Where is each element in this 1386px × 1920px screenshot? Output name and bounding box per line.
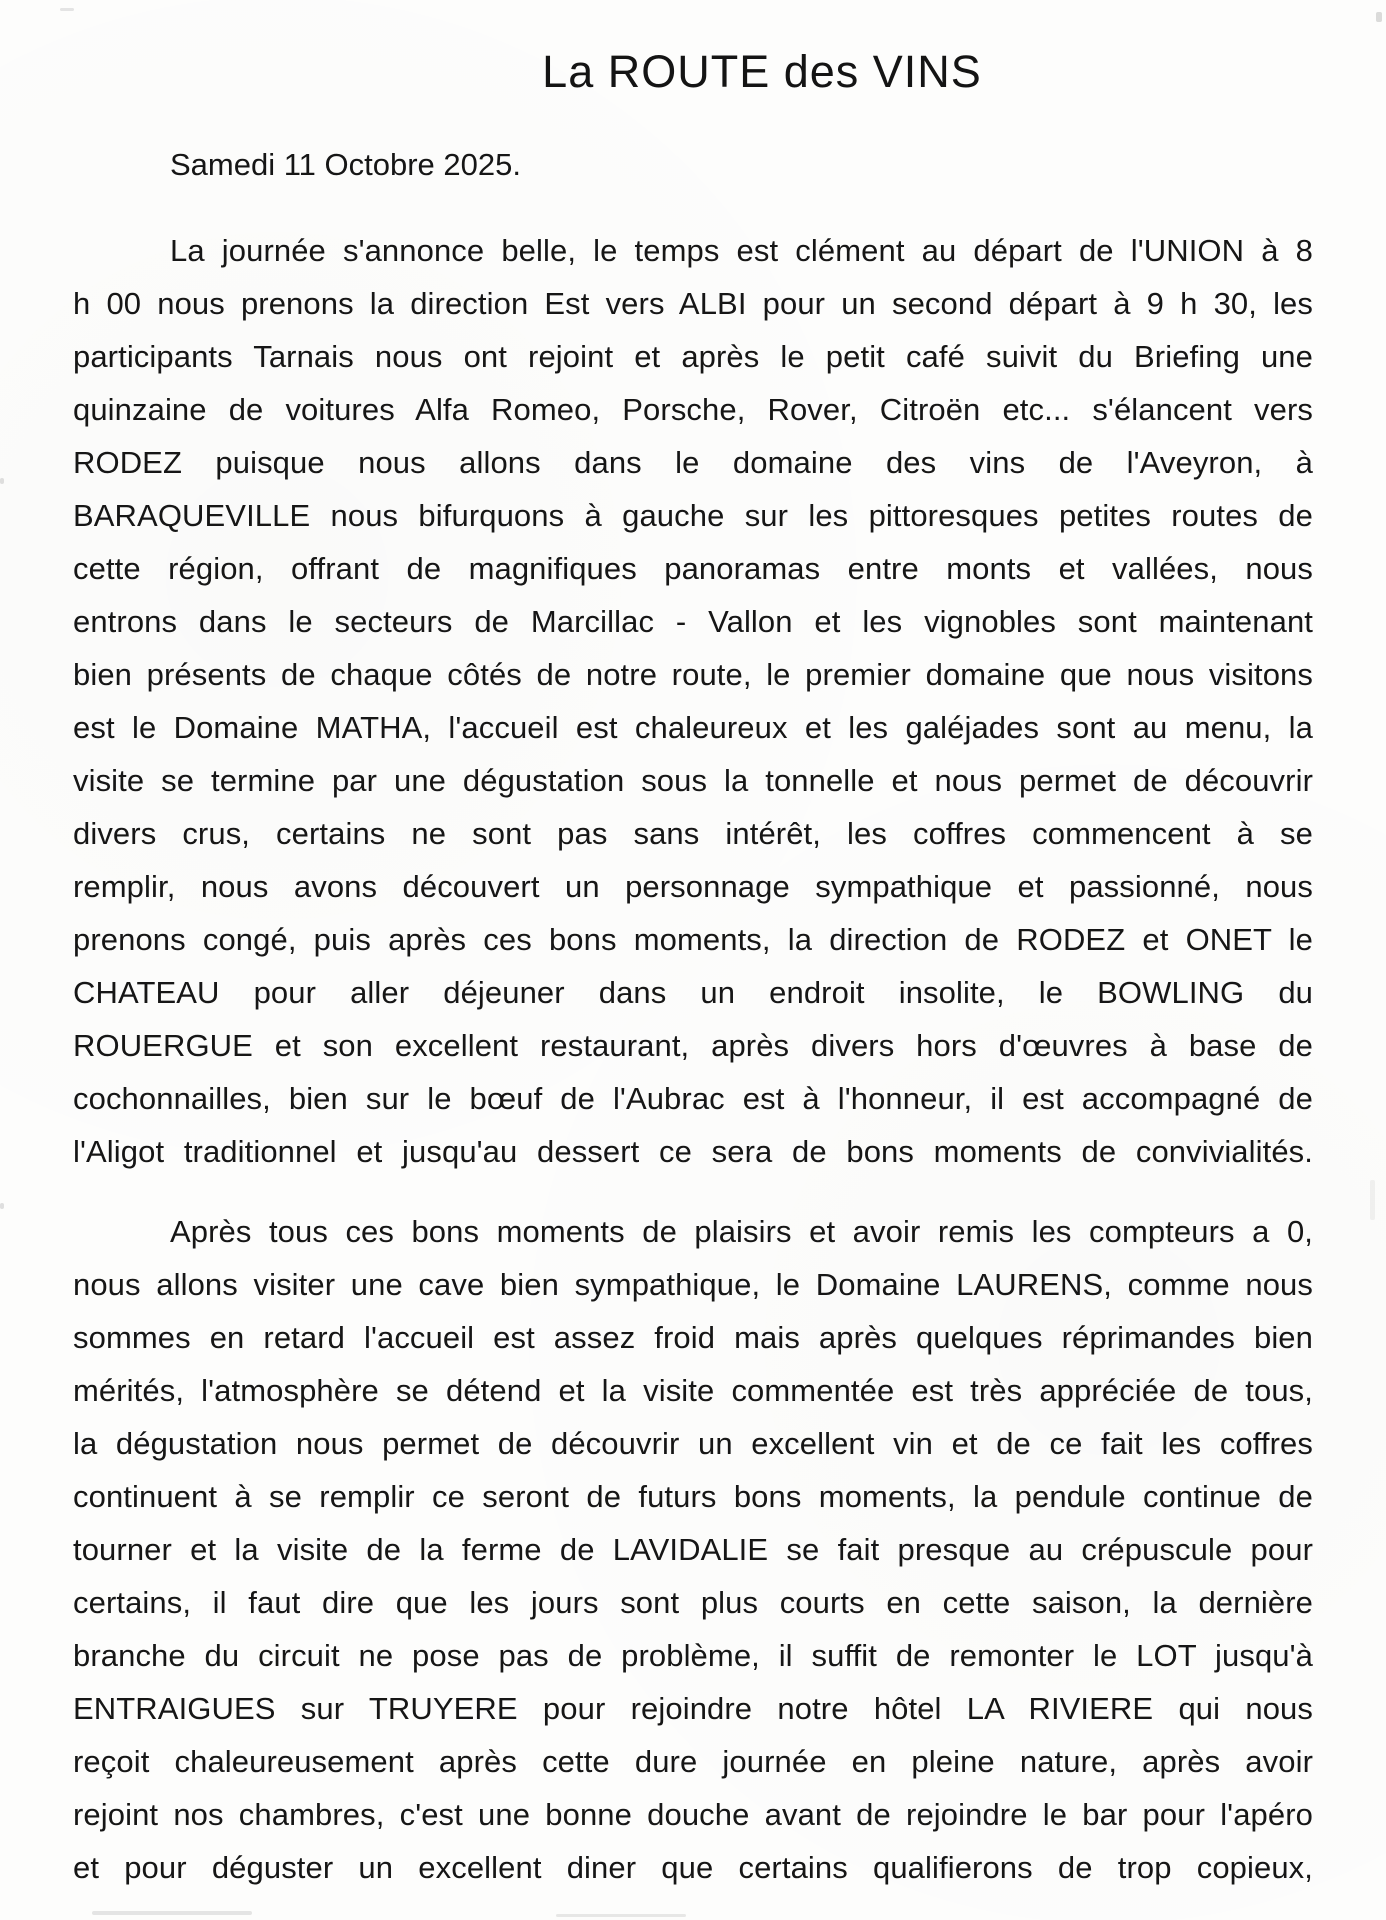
document-title: La ROUTE des VINS <box>542 46 982 97</box>
text-line: sommes en retard l'accueil est assez froid mais après quelques réprimandes bien <box>73 1320 1313 1355</box>
text-line: quinzaine de voitures Alfa Romeo, Porsche, Rover, Citroën etc... s'élancent vers <box>73 392 1313 427</box>
text-line: continuent à se remplir ce seront de futurs bons moments, la pendule continue de <box>73 1479 1313 1514</box>
text-line: est le Domaine MATHA, l'accueil est chaleureux et les galéjades sont au menu, la <box>73 710 1313 745</box>
paragraph-2 <box>73 1205 1313 1894</box>
text-line: cette région, offrant de magnifiques panoramas entre monts et vallées, nous <box>73 551 1313 586</box>
scan-artifact <box>0 478 4 484</box>
text-line: rejoint nos chambres, c'est une bonne douche avant de rejoindre le bar pour l'apéro <box>73 1797 1313 1832</box>
text-line: La journée s'annonce belle, le temps est clément au départ de l'UNION à 8 <box>170 233 1313 268</box>
text-line: bien présents de chaque côtés de notre route, le premier domaine que nous visitons <box>73 657 1313 692</box>
text-line: certains, il faut dire que les jours sont plus courts en cette saison, la dernière <box>73 1585 1313 1620</box>
text-line: nous allons visiter une cave bien sympathique, le Domaine LAURENS, comme nous <box>73 1267 1313 1302</box>
text-line: participants Tarnais nous ont rejoint et après le petit café suivit du Briefing une <box>73 339 1313 374</box>
paragraph-1 <box>73 224 1313 1178</box>
text-line: CHATEAU pour aller déjeuner dans un endroit insolite, le BOWLING du <box>73 975 1313 1010</box>
text-line: cochonnailles, bien sur le bœuf de l'Aubrac est à l'honneur, il est accompagné de <box>73 1081 1313 1116</box>
text-line: h 00 nous prenons la direction Est vers ALBI pour un second départ à 9 h 30, les <box>73 286 1313 321</box>
scan-artifact <box>1376 12 1382 22</box>
text-line: visite se termine par une dégustation sous la tonnelle et nous permet de découvrir <box>73 763 1313 798</box>
scan-artifact <box>556 1914 686 1917</box>
text-line: reçoit chaleureusement après cette dure journée en pleine nature, après avoir <box>73 1744 1313 1779</box>
scan-artifact <box>0 1203 4 1209</box>
text-line: Après tous ces bons moments de plaisirs et avoir remis les compteurs a 0, <box>170 1214 1313 1249</box>
text-line: ENTRAIGUES sur TRUYERE pour rejoindre notre hôtel LA RIVIERE qui nous <box>73 1691 1313 1726</box>
date-line: Samedi 11 Octobre 2025. <box>170 147 521 182</box>
text-line: ROUERGUE et son excellent restaurant, après divers hors d'œuvres à base de <box>73 1028 1313 1063</box>
text-line: la dégustation nous permet de découvrir un excellent vin et de ce fait les coffres <box>73 1426 1313 1461</box>
text-line: BARAQUEVILLE nous bifurquons à gauche sur les pittoresques petites routes de <box>73 498 1313 533</box>
scan-artifact <box>1370 1180 1375 1220</box>
text-line: RODEZ puisque nous allons dans le domaine des vins de l'Aveyron, à <box>73 445 1313 480</box>
text-line: divers crus, certains ne sont pas sans intérêt, les coffres commencent à se <box>73 816 1313 851</box>
text-line: mérités, l'atmosphère se détend et la visite commentée est très appréciée de tous, <box>73 1373 1313 1408</box>
text-line: et pour déguster un excellent diner que certains qualifierons de trop copieux, <box>73 1850 1313 1885</box>
text-line: tourner et la visite de la ferme de LAVIDALIE se fait presque au crépuscule pour <box>73 1532 1313 1567</box>
text-line: l'Aligot traditionnel et jusqu'au dessert ce sera de bons moments de convivialités. <box>73 1134 1313 1169</box>
text-line: entrons dans le secteurs de Marcillac - Vallon et les vignobles sont maintenant <box>73 604 1313 639</box>
text-line: branche du circuit ne pose pas de problème, il suffit de remonter le LOT jusqu'à <box>73 1638 1313 1673</box>
scan-artifact <box>92 1911 252 1915</box>
text-line: remplir, nous avons découvert un personnage sympathique et passionné, nous <box>73 869 1313 904</box>
text-line: prenons congé, puis après ces bons moments, la direction de RODEZ et ONET le <box>73 922 1313 957</box>
scan-artifact <box>60 8 74 11</box>
